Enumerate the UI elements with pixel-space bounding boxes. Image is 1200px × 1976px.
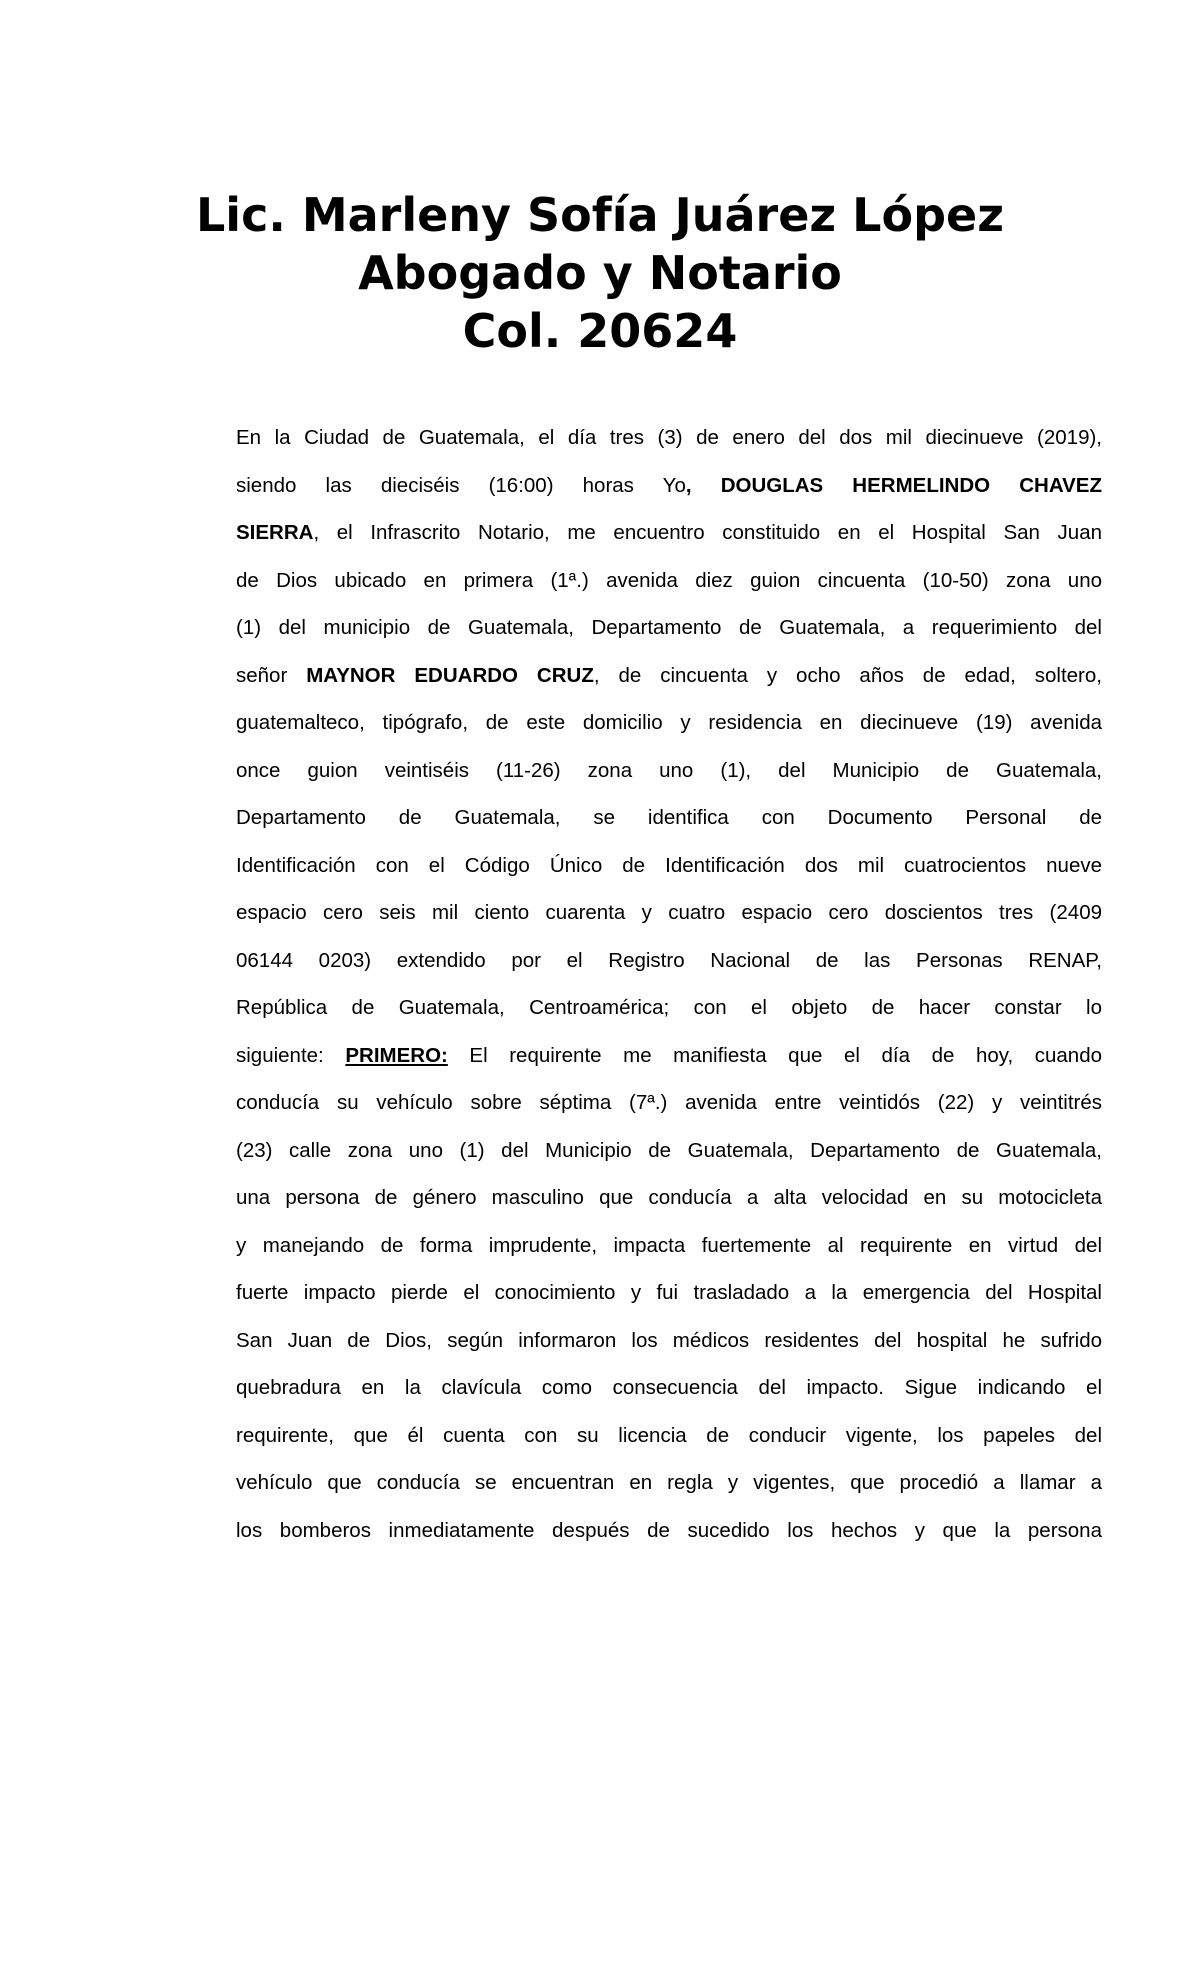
text-line	[236, 1079, 1102, 1127]
text-line	[236, 509, 1102, 557]
text-segment: conducía su vehículo sobre séptima (7ª.) avenida entre veintidós (22) y veintitrés	[236, 1091, 1102, 1114]
text-segment: espacio cero seis mil ciento cuarenta y cuatro espacio cero doscientos tres (2409	[236, 901, 1102, 924]
text-line	[236, 699, 1102, 747]
text-segment: En la Ciudad de Guatemala, el día tres (3) de enero del dos mil diecinueve (2019),	[236, 426, 1102, 449]
text-segment: una persona de género masculino que conducía a alta velocidad en su motocicleta	[236, 1186, 1102, 1209]
letterhead	[0, 186, 1200, 360]
text-line	[236, 889, 1102, 937]
text-line	[236, 794, 1102, 842]
text-segment: , el Infrascrito Notario, me encuentro constituido en el Hospital San Juan	[313, 521, 1102, 544]
collegiate-number: Col. 20624	[462, 304, 738, 358]
text-line	[236, 1222, 1102, 1270]
text-segment: San Juan de Dios, según informaron los médicos residentes del hospital he sufrido	[236, 1328, 1102, 1352]
text-segment: El requirente me manifiesta que el día de hoy, cuando	[447, 1043, 1103, 1067]
text-segment: siendo las dieciséis (16:00) horas Yo	[236, 473, 686, 497]
text-segment: señor	[236, 663, 307, 687]
text-segment: once guion veintiséis (11-26) zona uno (1), del Municipio de Guatemala,	[236, 758, 1102, 782]
text-line	[236, 1459, 1102, 1507]
bold-name: MAYNOR EDUARDO CRUZ	[306, 663, 594, 687]
text-segment: 06144 0203) extendido por el Registro Nacional de las Personas RENAP,	[236, 948, 1102, 972]
text-line	[236, 414, 1102, 462]
text-segment: vehículo que conducía se encuentran en regla y vigentes, que procedió a llamar a	[236, 1471, 1102, 1494]
text-segment: y manejando de forma imprudente, impacta fuertemente al requirente en virtud del	[236, 1233, 1102, 1257]
text-segment: (1) del municipio de Guatemala, Departamento de Guatemala, a requerimiento del	[236, 616, 1102, 639]
text-line	[236, 462, 1102, 510]
text-line	[236, 1412, 1102, 1460]
text-line	[236, 747, 1102, 795]
text-line	[236, 652, 1102, 700]
text-segment: fuerte impacto pierde el conocimiento y fui trasladado a la emergencia del Hospital	[236, 1281, 1102, 1304]
text-line	[236, 557, 1102, 605]
text-segment: siguiente:	[236, 1043, 346, 1067]
text-line	[236, 937, 1102, 985]
text-line	[236, 1269, 1102, 1317]
text-line	[236, 604, 1102, 652]
text-line	[236, 1174, 1102, 1222]
text-segment: requirente, que él cuenta con su licencia de conducir vigente, los papeles del	[236, 1423, 1102, 1447]
text-segment: República de Guatemala, Centroamérica; con el objeto de hacer constar lo	[236, 996, 1102, 1019]
text-line	[236, 1507, 1102, 1555]
bold-name: SIERRA	[236, 521, 314, 544]
text-segment: de Dios ubicado en primera (1ª.) avenida diez guion cincuenta (10-50) zona uno	[236, 568, 1102, 592]
text-segment: Identificación con el Código Único de Identificación dos mil cuatrocientos nueve	[236, 853, 1102, 877]
text-line	[236, 1032, 1102, 1080]
notary-name: Lic. Marleny Sofía Juárez López	[195, 188, 1004, 242]
text-segment: (23) calle zona uno (1) del Municipio de Guatemala, Departamento de Guatemala,	[236, 1138, 1102, 1162]
text-line	[236, 842, 1102, 890]
text-line	[236, 984, 1102, 1032]
act-body-text	[236, 414, 1102, 1554]
text-line	[236, 1317, 1102, 1365]
text-segment: los bomberos inmediatamente después de sucedido los hechos y que la persona	[236, 1518, 1102, 1542]
text-line	[236, 1127, 1102, 1175]
text-segment: , de cincuenta y ocho años de edad, soltero,	[593, 663, 1102, 687]
notary-title: Abogado y Notario	[358, 246, 842, 300]
bold-name: , DOUGLAS HERMELINDO CHAVEZ	[685, 473, 1102, 497]
text-segment: quebradura en la clavícula como consecuencia del impacto. Sigue indicando el	[236, 1376, 1102, 1399]
section-heading: PRIMERO:	[345, 1043, 448, 1067]
text-segment: Departamento de Guatemala, se identifica con Documento Personal de	[236, 806, 1102, 829]
text-line	[236, 1364, 1102, 1412]
text-segment: guatemalteco, tipógrafo, de este domicilio y residencia en diecinueve (19) avenida	[236, 711, 1102, 734]
